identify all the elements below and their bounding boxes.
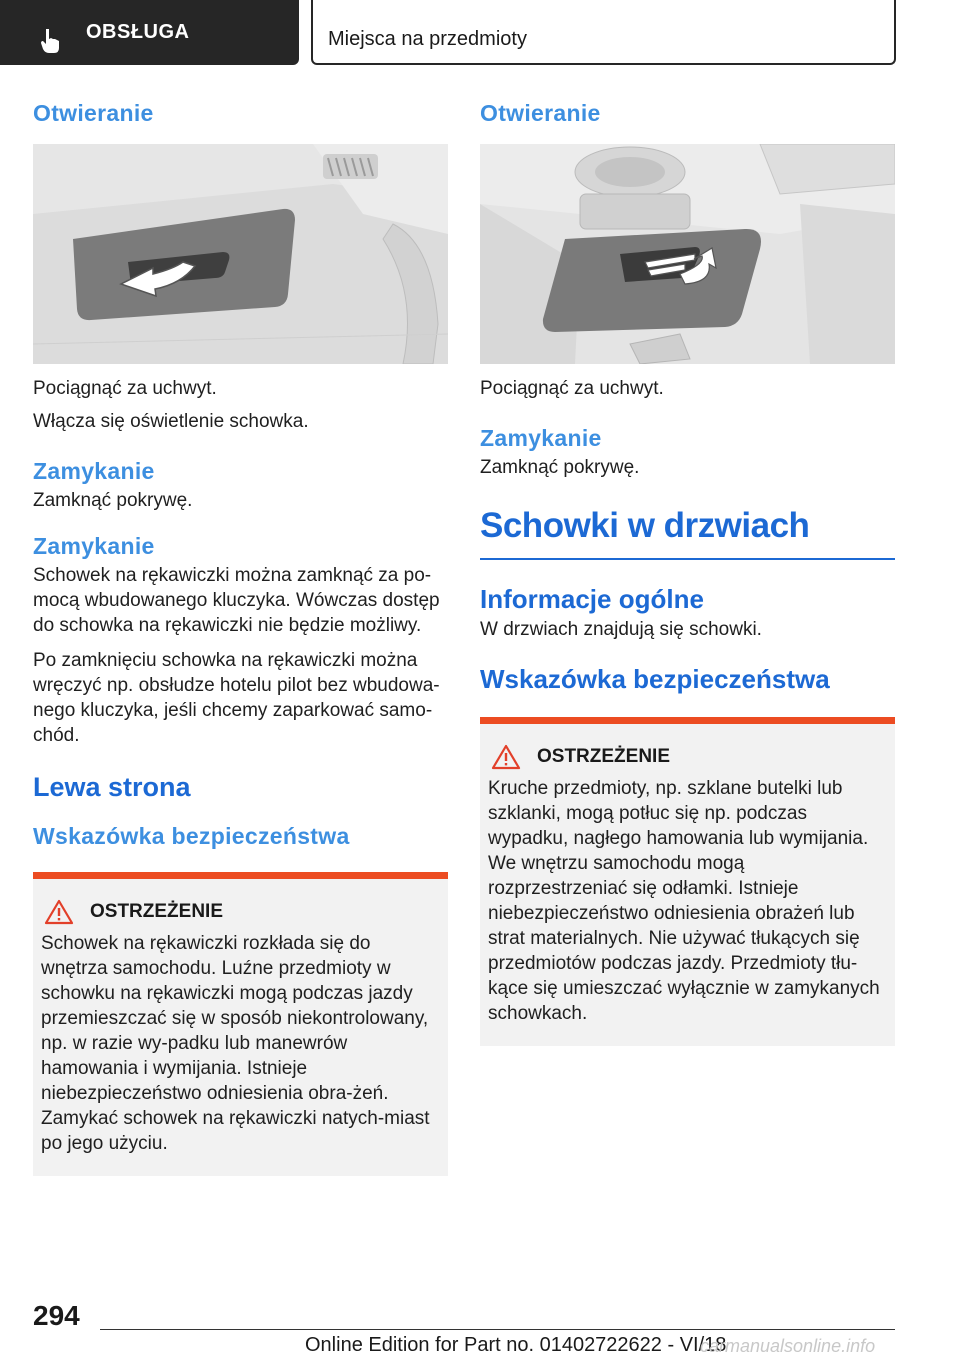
info-text: W drzwiach znajdują się schowki. [480,619,762,640]
section-title-rule [480,558,895,560]
left-column [33,100,448,1176]
chapter-title: Miejsca na przedmioty [311,0,896,65]
warning-box-right [480,717,895,1046]
safety-heading-left: Wskazówka bezpieczeństwa [33,823,350,849]
warning-triangle-icon [491,744,521,770]
pointing-hand-icon [40,28,62,54]
warning-title-right: OSTRZEŻENIE [537,746,671,767]
warning-text-left: Schowek na rękawiczki rozkłada się do wnętrza samochodu. Luźne przedmioty w schowku na rękawiczki mogą podczas jazdy przemieszczać się w sposób niekontrolowany, np. w razie wy-padku lub manewrów hamowania i wymijania. Istnieje niebezpieczeństwo odniesienia obra-żeń. Zamykać schowek na rękawiczki natych-miast po jego użyciu. [41,933,430,1154]
section-label: OBSŁUGA [86,21,190,43]
warning-title-left: OSTRZEŻENIE [90,901,224,922]
locking-heading: Zamykanie [33,533,155,559]
opening-heading-right: Otwieranie [480,100,601,126]
closing-heading-right: Zamykanie [480,425,602,451]
section-tab [0,0,299,65]
warning-text-right: Kruche przedmioty, np. szklane butelki lub szklanki, mogą potłuc się np. podczas wypadku, nagłego hamowania lub wymijania. We wnętrzu samochodu mogą rozprzestrzeniać się odłamki. Istnieje niebezpieczeństwo odniesienia obrażeń lub strat materialnych. Nie używać tłukących się przedmiotów podczas jazdy. Przedmioty tłu-kące się umieszczać wyłącznie w zamykanych schowkach. [488,778,880,1024]
warning-box-left [33,872,448,1176]
footer-rule [100,1329,895,1330]
page-number: 294 [33,1300,80,1331]
opening-step-1: Pociągnąć za uchwyt. [33,378,217,399]
closing-heading: Zamykanie [33,458,155,484]
locking-paragraph-1: Schowek na rękawiczki można zamknąć za po-mocą wbudowanego kluczyka. Wówczas dostęp do schowka na rękawiczki nie będzie możliwy. [33,565,440,636]
section-title: Schowki w drzwiach [480,506,810,545]
edition-text: Online Edition for Part no. 01402722622 - VI/18 [305,1334,727,1356]
opening-heading: Otwieranie [33,100,154,126]
opening-step-2: Włącza się oświetlenie schowka. [33,411,309,432]
glovebox-photo-left [33,144,448,364]
warning-triangle-icon [44,899,74,925]
closing-text: Zamknąć pokrywę. [33,490,193,511]
closing-text-right: Zamknąć pokrywę. [480,457,640,478]
right-column [480,100,895,1046]
locking-paragraph-2: Po zamknięciu schowka na rękawiczki można wręczyć np. obsłudze hotelu pilot bez wbudowa-nego kluczyka, jeśli chcemy zaparkować samo-chód. [33,650,440,746]
watermark: carmanualsonline.info [700,1336,876,1356]
glovebox-photo-right [480,144,895,364]
info-heading: Informacje ogólne [480,584,704,614]
opening-step-right: Pociągnąć za uchwyt. [480,378,664,399]
side-heading: Lewa strona [33,772,191,802]
safety-heading-right: Wskazówka bezpieczeństwa [480,664,830,694]
